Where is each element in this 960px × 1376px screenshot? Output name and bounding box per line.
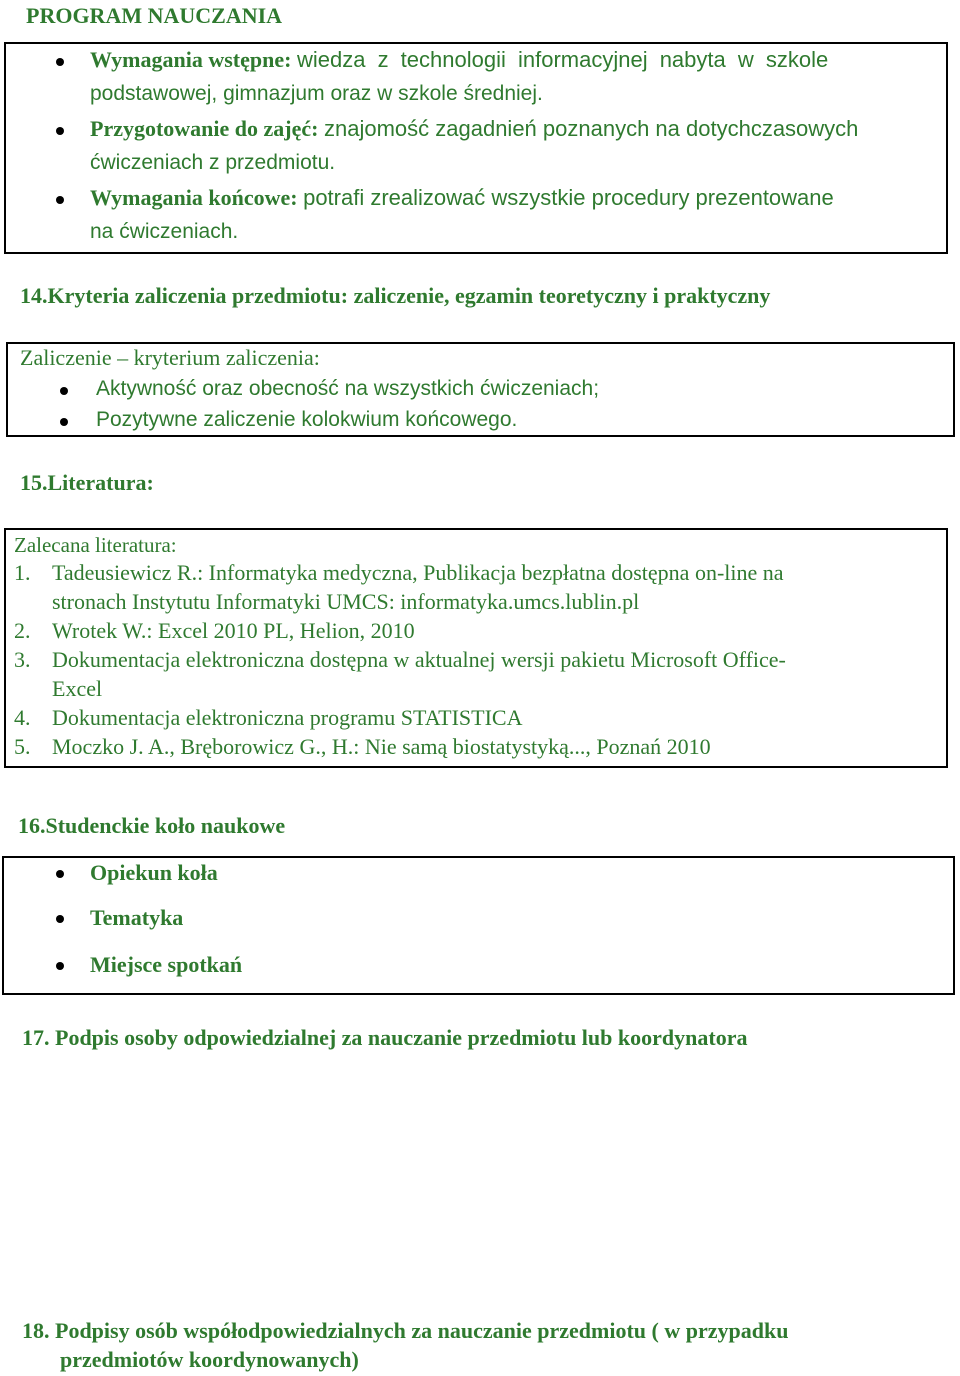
item-label: Przygotowanie do zajęć: [90,116,319,141]
club-item-text: Opiekun koła [90,860,218,885]
reference-number: 5. [14,734,31,759]
reference-number: 3. [14,647,31,672]
reference-text: Tadeusiewicz R.: Informatyka medyczna, Publikacja bezpłatna dostępna on-line na [52,560,784,585]
criteria-item-text: Aktywność oraz obecność na wszystkich ćwiczeniach; [96,377,600,400]
item-label: Wymagania wstępne: [90,47,292,72]
item-text-cont: podstawowej, gimnazjum oraz w szkole średniej. [90,82,543,105]
section-15-title: 15.Literatura: [20,470,154,495]
item-text: znajomość zagadnień poznanych na dotychczasowych [323,116,859,141]
bullet-icon [60,387,68,395]
item-text-cont: na ćwiczeniach. [90,220,239,243]
bullet-icon [56,127,64,135]
reference-text: Dokumentacja elektroniczna programu STATISTICA [52,705,523,730]
reference-text: Dokumentacja elektroniczna dostępna w aktualnej wersji pakietu Microsoft Office- [52,647,786,672]
section-16-title: 16.Studenckie koło naukowe [18,813,286,838]
bullet-icon [56,962,64,970]
bullet-icon [56,196,64,204]
item-text-cont: ćwiczeniach z przedmiotu. [90,151,336,174]
program-title: PROGRAM NAUCZANIA [26,3,283,28]
criteria-heading: Zaliczenie – kryterium zaliczenia: [20,345,320,370]
bullet-icon [56,915,64,923]
section-14-title: 14.Kryteria zaliczenia przedmiotu: zaliczenie, egzamin teoretyczny i praktyczny [20,283,771,308]
section-17-title: 17. Podpis osoby odpowiedzialnej za nauczanie przedmiotu lub koordynatora [22,1025,748,1050]
item-text: wiedza z technologii informacyjnej nabyta w szkole [296,47,829,72]
club-item-text: Tematyka [90,905,184,930]
literature-heading: Zalecana literatura: [14,533,177,557]
criteria-item-text: Pozytywne zaliczenie kolokwium końcowego. [96,408,518,431]
reference-number: 1. [14,560,31,585]
bullet-icon [56,870,64,878]
bullet-icon [56,58,64,66]
bullet-icon [60,418,68,426]
club-item-text: Miejsce spotkań [90,952,243,977]
reference-text-cont: stronach Instytutu Informatyki UMCS: informatyka.umcs.lublin.pl [52,589,640,614]
reference-number: 2. [14,618,31,643]
section-18-title: 18. Podpisy osób współodpowiedzialnych za nauczanie przedmiotu ( w przypadku [22,1318,789,1343]
reference-text: Wrotek W.: Excel 2010 PL, Helion, 2010 [52,618,415,643]
reference-text-cont: Excel [52,676,103,701]
section-18-title-cont: przedmiotów koordynowanych) [60,1347,359,1372]
item-label: Wymagania końcowe: [90,185,298,210]
reference-text: Moczko J. A., Bręborowicz G., H.: Nie samą biostatystyką..., Poznań 2010 [52,734,711,759]
item-text: potrafi zrealizować wszystkie procedury prezentowane [303,185,834,210]
reference-number: 4. [14,705,31,730]
